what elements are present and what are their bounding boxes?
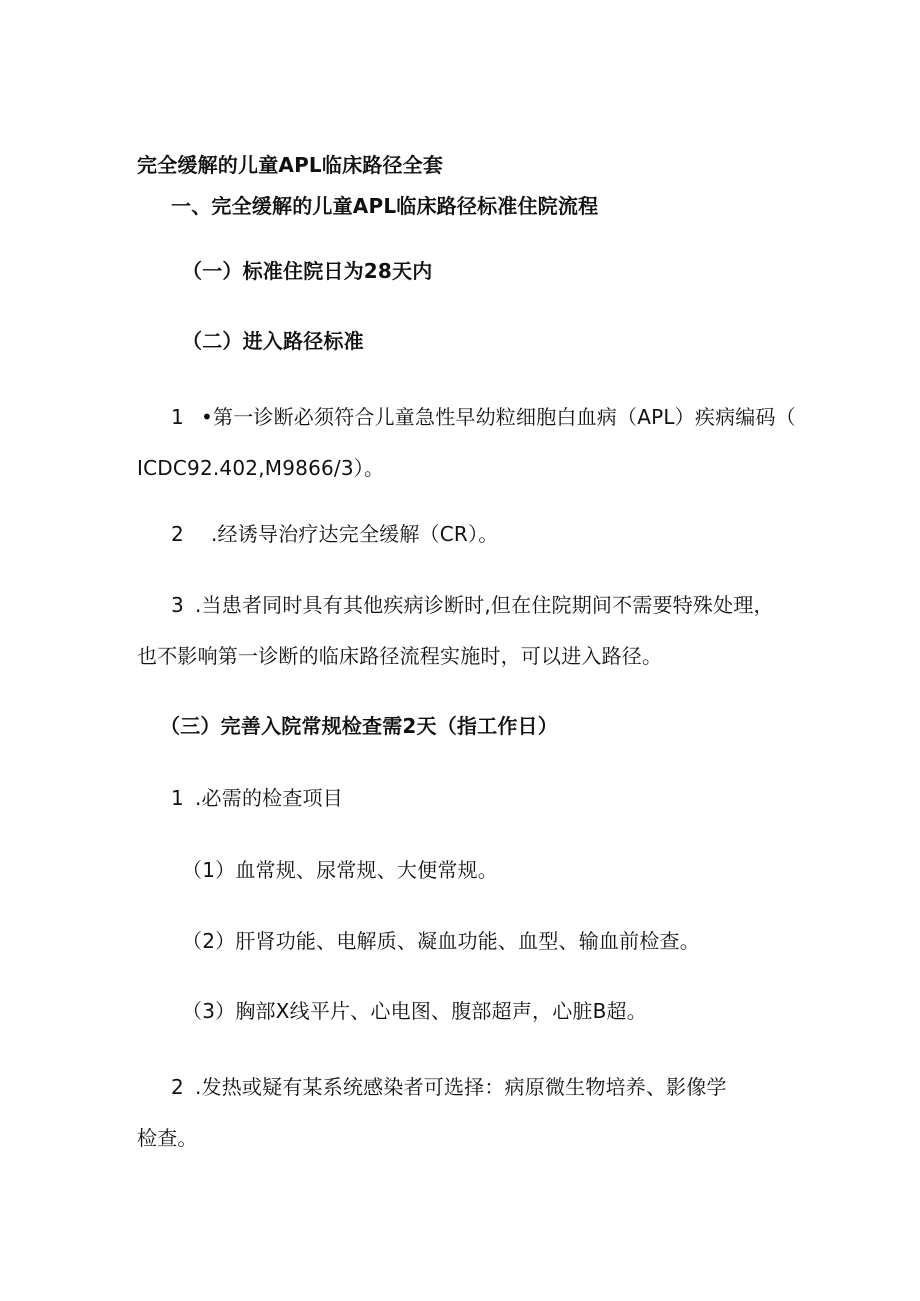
list-text: .当患者同时具有其他疾病诊断时,但在住院期间不需要特殊处理， xyxy=(195,593,774,617)
document-title: 完全缓解的儿童APL临床路径全套 xyxy=(137,153,444,177)
subheading-entry-criteria: （二）进入路径标准 xyxy=(182,329,364,353)
check-item-1c: （3）胸部X线平片、心电图、腹部超声，心脏B超。 xyxy=(182,999,647,1023)
list-number: 3 xyxy=(171,593,184,617)
list-item-3-continued: 也不影响第一诊断的临床路径流程实施时，可以进入路径。 xyxy=(137,644,663,668)
list-number: 1 xyxy=(171,786,184,810)
list-item-1-continued: ICDC92.402,M9866/3）。 xyxy=(137,456,385,480)
list-number: 2 xyxy=(171,522,184,546)
check-item-1 xyxy=(171,785,343,811)
list-text: .必需的检查项目 xyxy=(195,786,343,810)
subheading-admission-checks: （三）完善入院常规检查需2天（指工作日） xyxy=(160,714,558,738)
list-number: 1 xyxy=(171,405,184,429)
check-item-1b: （2）肝肾功能、电解质、凝血功能、血型、输血前检查。 xyxy=(182,929,700,953)
check-item-1a: （1）血常规、尿常规、大便常规。 xyxy=(182,858,498,882)
subheading-standard-stay: （一）标准住院日为28天内 xyxy=(182,259,433,283)
section-heading-1: 一、完全缓解的儿童APL临床路径标准住院流程 xyxy=(171,194,599,218)
list-text: .经诱导治疗达完全缓解（CR）。 xyxy=(211,522,499,546)
check-item-2 xyxy=(171,1074,727,1100)
check-item-2-continued: 检查。 xyxy=(137,1126,198,1150)
list-item-3 xyxy=(171,592,774,618)
list-item-2 xyxy=(171,521,498,547)
list-item-1 xyxy=(171,404,796,430)
list-text: .发热或疑有某系统感染者可选择：病原微生物培养、影像学 xyxy=(195,1075,727,1099)
list-text: •第一诊断必须符合儿童急性早幼粒细胞白血病（APL）疾病编码（ xyxy=(201,405,796,429)
list-number: 2 xyxy=(171,1075,184,1099)
